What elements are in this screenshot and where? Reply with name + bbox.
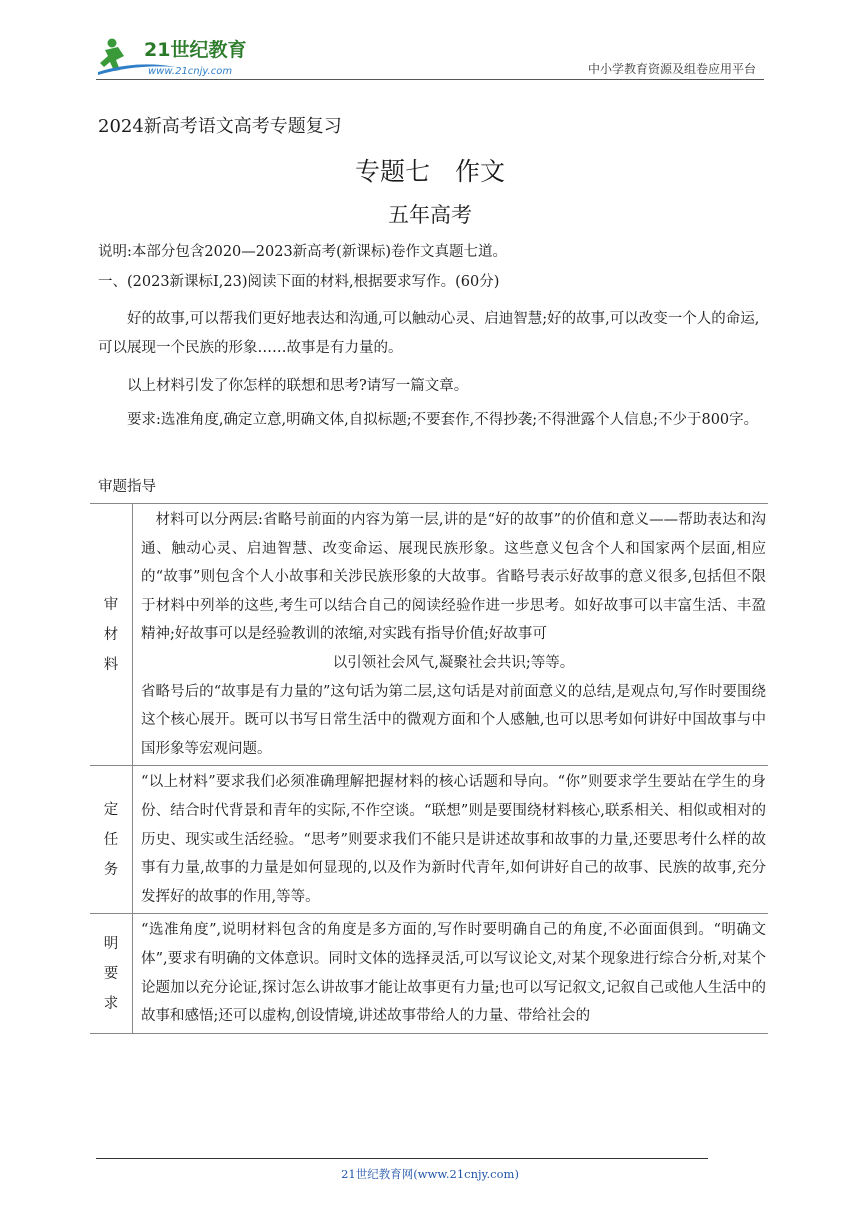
row-content: “选准角度”,说明材料包含的角度是多方面的,写作时要明确自己的角度,不必面面俱到。“明确文体”,要求有明确的文体意识。同时文体的选择灵活,可以写议论文,对某个现象进行综合分析,对某个论题加以充分论证,探讨怎么讲故事才能让故事更有力量;也可以写记叙文,记叙自己或他人生活中的故事和感悟;还可以虚构,创设情境,讲述故事带给人的力量、带给社会的 xyxy=(133,914,769,1033)
label-char: 务 xyxy=(103,861,119,878)
material-analysis-1: 材料可以分两层:省略号前面的内容为第一层,讲的是“好的故事”的价值和意义——帮助表达和沟通、触动心灵、启迪智慧、改变命运、展现民族形象。这些意义包含个人和国家两个层面,相应的“故事”则包含个人小故事和关涉民族形象的大故事。省略号表示好故事的意义很多,包括但不限于材料中列举的这些,考生可以结合自己的阅读经验作进一步思考。如好故事可以丰富生活、丰盈精神;好故事可以是经验教训的浓缩,对实践有指导价值;好故事可 xyxy=(141,512,766,643)
label-char: 要 xyxy=(103,965,119,982)
question-heading: 一、(2023新课标Ⅰ,23)阅读下面的材料,根据要求写作。(60分) xyxy=(98,274,500,290)
label-char: 料 xyxy=(103,656,119,673)
note-text: 说明:本部分包含2020—2023新高考(新课标)卷作文真题七道。 xyxy=(98,244,508,260)
label-char: 材 xyxy=(103,626,119,643)
subject-line: 2024新高考语文高考专题复习 xyxy=(98,116,342,137)
footer-divider xyxy=(96,1158,708,1159)
label-char: 审 xyxy=(103,596,119,613)
label-char: 任 xyxy=(103,831,119,848)
guide-label: 审题指导 xyxy=(98,479,156,495)
prompt-paragraph: 以上材料引发了你怎样的联想和思考?请写一篇文章。 xyxy=(127,378,469,394)
material-analysis-1-end: 以引领社会风气,凝聚社会共识;等等。 xyxy=(332,654,575,671)
row-content xyxy=(133,504,769,766)
header-divider xyxy=(96,79,764,80)
platform-name: 中小学教育资源及组卷应用平台 xyxy=(587,62,756,76)
label-char: 求 xyxy=(103,995,119,1012)
table-row xyxy=(90,504,768,766)
logo-21cnjy xyxy=(96,34,266,78)
label-char: 定 xyxy=(103,801,119,818)
row-label xyxy=(90,504,133,766)
row-label xyxy=(90,914,133,1033)
material-analysis-2: 省略号后的“故事是有力量的”这句话为第二层,这句话是对前面意义的总结,是观点句,写作时要围绕这个核心展开。既可以书写日常生活中的微观方面和个人感触,也可以思考如何讲好中国故事与中国形象等宏观问题。 xyxy=(141,683,766,757)
row-content: “以上材料”要求我们必须准确理解把握材料的核心话题和导向。“你”则要求学生要站在学生的身份、结合时代背景和青年的实际,不作空谈。“联想”则是要围绕材料核心,联系相关、相似或相对的历史、现实或生活经验。“思考”则要求我们不能只是讲述故事和故事的力量,还要思考什么样的故事有力量,故事的力量是如何显现的,以及作为新时代青年,如何讲好自己的故事、民族的故事,充分发挥好的故事的作用,等等。 xyxy=(133,766,769,914)
row-label xyxy=(90,766,133,914)
footer-text[interactable]: 21世纪教育网(www.21cnjy.com) xyxy=(341,1167,519,1181)
label-char: 明 xyxy=(103,935,119,952)
table-row xyxy=(90,766,768,914)
table-row xyxy=(90,914,768,1033)
material-paragraph: 好的故事,可以帮我们更好地表达和沟通,可以触动心灵、启迪智慧;好的故事,可以改变一个人的命运,可以展现一个民族的形象……故事是有力量的。 xyxy=(98,311,760,356)
requirements-paragraph: 要求:选准角度,确定立意,明确文体,自拟标题;不要套作,不得抄袭;不得泄露个人信息;不少于800字。 xyxy=(127,412,759,428)
section-subtitle: 五年高考 xyxy=(388,203,472,227)
svg-text:21世纪教育: 21世纪教育 xyxy=(144,39,247,61)
svg-text:www.21cnjy.com: www.21cnjy.com xyxy=(148,66,233,77)
guide-table xyxy=(90,503,768,1034)
page-title: 专题七 作文 xyxy=(354,157,505,186)
page-header xyxy=(96,34,764,80)
